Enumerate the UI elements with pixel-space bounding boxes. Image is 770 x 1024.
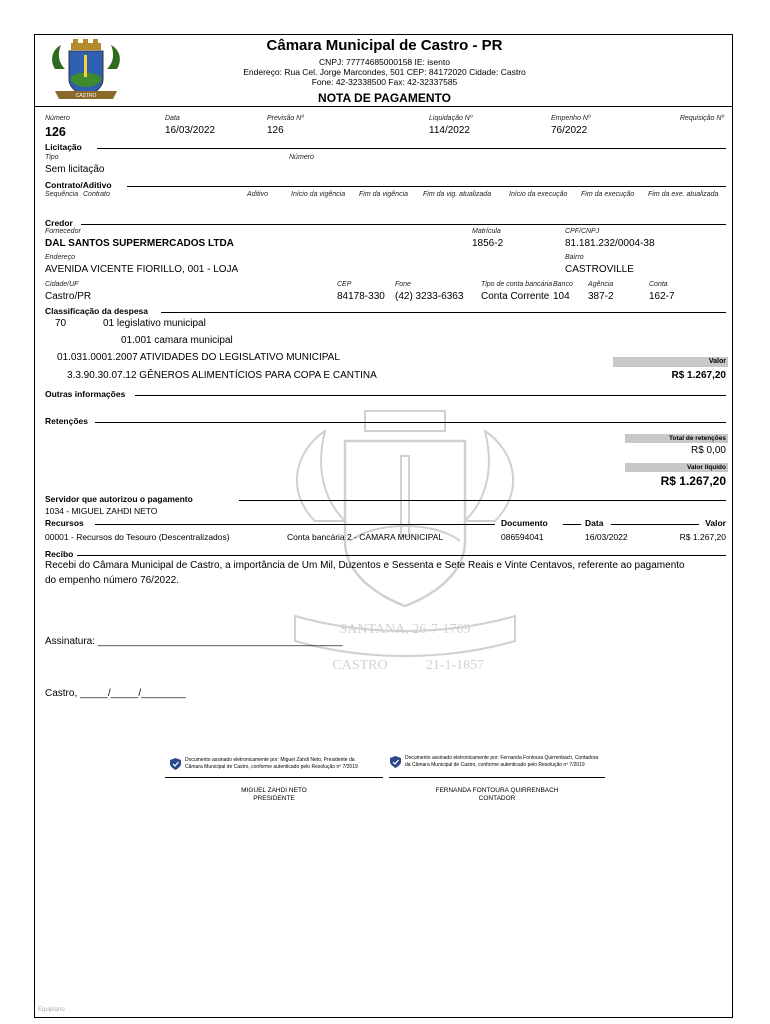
classificacao-line1: 01 legislativo municipal [103,318,206,329]
tipo-conta-value: Conta Corrente [481,291,550,302]
watermark-banner-left: CASTRO [332,658,388,673]
recibo-section: Recibo [45,549,74,559]
recibo-text-line2: do empenho número 76/2022. [45,575,179,586]
outras-section: Outras informações [45,389,126,399]
valor-liquido-value: R$ 1.267,20 [660,474,726,488]
licitacao-numero-label: Número [289,154,314,161]
software-footer: Equiplano [38,1007,65,1013]
cep-value: 84178-330 [337,291,385,302]
recursos-valor-value: R$ 1.267,20 [679,532,726,542]
liquidacao-label: Liquidação Nº [429,115,473,122]
previsao-label: Previsão Nº [267,115,304,122]
conta-value: 162-7 [649,291,675,302]
classificacao-section: Classificação da despesa [45,306,149,316]
cpf-label: CPF/CNPJ [565,228,600,235]
contrato-col: Início da execução [509,191,568,198]
local-date-line: Castro, _____/_____/________ [45,688,186,699]
recursos-data-value: 16/03/2022 [585,532,628,542]
banco-label: Banco [553,281,573,288]
previsao-value: 126 [267,125,284,136]
watermark-banner-right: 21-1-1857 [425,658,485,673]
total-retencoes-value: R$ 0,00 [690,445,726,456]
svg-text:CASTRO: CASTRO [75,93,97,99]
empenho-label: Empenho Nº [551,115,591,122]
recursos-data-label: Data [585,518,604,528]
document-title: NOTA DE PAGAMENTO [318,91,451,105]
fone-value: (42) 3233-6363 [395,291,464,302]
recibo-text-line1: Recebi do Câmara Municipal de Castro, a importância de Um Mil, Duzentos e Sessenta e Sete Reais e Vinte Centavos, referente ao pagamento [45,560,685,571]
cep-label: CEP [337,281,352,288]
licitacao-section: Licitação [45,142,82,152]
data-label: Data [165,115,180,122]
recurso-value: 00001 - Recursos do Tesouro (Descentralizados) [45,532,230,542]
bairro-value: CASTROVILLE [565,264,634,275]
sig1-text-line1: Documento assinado eletronicamente por: Miguel Zahdi Neto, Presidente da [185,757,355,763]
total-retencoes-label: Total de retenções [669,435,726,442]
contrato-col: Sequência [45,191,79,198]
tipo-label: Tipo [45,154,59,161]
valor-label: Valor [708,358,726,365]
watermark-banner-top: SANTANA, 26-7-1769 [339,622,471,637]
tipo-value: Sem licitação [45,164,105,175]
contrato-col: Fim da execução [581,191,635,198]
org-title: Câmara Municipal de Castro - PR [266,37,503,54]
org-phone: Fone: 42-32338500 Fax: 42-32337585 [311,77,458,87]
servidor-section: Servidor que autorizou o pagamento [45,494,193,504]
coat-of-arms-watermark [275,401,535,691]
org-cnpj: CNPJ: 77774685000158 IE: isento [319,57,450,67]
documento-label: Documento [501,518,548,528]
cpf-value: 81.181.232/0004-38 [565,238,655,249]
payment-note-page [34,34,733,1018]
numero-label: Número [45,115,70,122]
cidade-label: Cidade/UF [45,281,79,288]
documento-value: 086594041 [501,532,544,542]
org-address: Endereço: Rua Cel. Jorge Marcondes, 501 CEP: 84172020 Cidade: Castro [243,67,526,77]
sig1-name: MIGUEL ZAHDI NETO [241,787,307,794]
conta-bancaria-value: Conta bancária 2 - CAMARA MUNICIPAL [287,532,444,542]
conta-label: Conta [649,281,668,288]
agencia-label: Agência [588,281,614,288]
fornecedor-label: Fornecedor [45,228,81,235]
requisicao-label: Requisição Nº [679,115,724,122]
sig2-text-line2: da Câmara Municipal de Castro, conforme autenticado pelo Resolução nº 7/2019 [405,762,585,768]
valor-liquido-label: Valor líquido [686,464,726,471]
contrato-col: Aditivo [247,191,269,198]
credor-section: Credor [45,218,73,228]
recursos-section: Recursos [45,518,84,528]
recursos-valor-label: Valor [705,518,726,528]
liquidacao-value: 114/2022 [429,125,470,136]
sig2-role: CONTADOR [478,795,516,802]
sig1-text-line2: Câmara Municipal de Castro, conforme autenticado pelo Resolução nº 7/2019 [185,764,358,770]
empenho-value: 76/2022 [551,125,588,136]
contrato-col: Início da vigência [291,191,346,198]
contrato-col: Fim da exe. atualizada [648,191,719,198]
classificacao-code: 70 [55,318,67,329]
endereco-value: AVENIDA VICENTE FIORILLO, 001 - LOJA [45,264,239,275]
matricula-label: Matrícula [472,228,501,235]
assinatura-line: Assinatura: ____________________________________________ [45,636,343,647]
matricula-value: 1856-2 [472,238,504,249]
digital-signature-icon [169,757,182,771]
sig2-text-line1: Documento assinado eletronicamente por: Fernanda Fontoura Quirrenbach, Contadora [405,755,599,761]
retencoes-section: Retenções [45,416,88,426]
cidade-value: Castro/PR [45,291,92,302]
sig1-role: PRESIDENTE [253,795,295,802]
valor-value: R$ 1.267,20 [671,370,726,381]
fone-label: Fone [395,281,411,288]
contrato-section: Contrato/Aditivo [45,180,112,190]
classificacao-line3: 01.031.0001.2007 ATIVIDADES DO LEGISLATIVO MUNICIPAL [57,352,340,363]
contrato-col: Fim da vig. atualizada [423,191,492,198]
data-value: 16/03/2022 [165,125,216,136]
classificacao-line2: 01.001 camara municipal [121,335,233,346]
contrato-col: Contrato [83,191,110,198]
endereco-label: Endereço [45,254,75,261]
classificacao-line4: 3.3.90.30.07.12 GÊNEROS ALIMENTÍCIOS PARA COPA E CANTINA [67,370,377,381]
contrato-col: Fim da vigência [359,191,409,198]
servidor-nome: 1034 - MIGUEL ZAHDI NETO [45,506,158,516]
digital-signature-icon [389,755,402,769]
fornecedor-value: DAL SANTOS SUPERMERCADOS LTDA [45,238,234,249]
sig2-name: FERNANDA FONTOURA QUIRRENBACH [435,787,559,794]
bairro-label: Bairro [565,254,584,261]
banco-value: 104 [553,291,570,302]
tipo-conta-label: Tipo de conta bancária [481,281,553,288]
agencia-value: 387-2 [588,291,614,302]
numero-value: 126 [45,125,66,139]
